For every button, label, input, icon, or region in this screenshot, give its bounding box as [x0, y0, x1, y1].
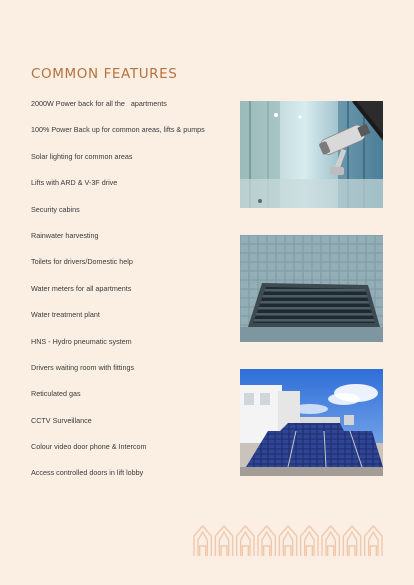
cctv-camera-photo: [240, 101, 383, 208]
arch-motif: [343, 526, 360, 556]
arch-motif: [322, 526, 339, 556]
decorative-ornament: [192, 522, 384, 556]
arch-motif: [215, 526, 232, 556]
solar-panels-image: [240, 369, 383, 476]
arch-motif: [279, 526, 296, 556]
feature-item: CCTV Surveillance: [31, 415, 92, 425]
feature-item: Solar lighting for common areas: [31, 151, 133, 161]
feature-item: 2000W Power back for all the apartments: [31, 99, 167, 108]
arch-motif: [237, 526, 254, 556]
arch-motif: [194, 526, 211, 556]
arch-motif: [365, 526, 382, 556]
feature-item: 100% Power Back up for common areas, lifts & pumps: [31, 125, 205, 135]
feature-item: Water meters for all apartments: [31, 283, 132, 293]
feature-item: Drivers waiting room with fittings: [31, 362, 135, 372]
page-title: COMMON FEATURES: [31, 66, 178, 82]
arch-motif: [258, 526, 275, 556]
features-list: [31, 98, 205, 494]
feature-item: HNS - Hydro pneumatic system: [31, 336, 132, 346]
drain-grate-image: [240, 235, 383, 342]
arch-motif: [301, 526, 318, 556]
arch-pattern-icon: [192, 522, 384, 556]
feature-item: Lifts with ARD & V-3F drive: [31, 178, 118, 188]
rainwater-drain-grate-photo: [240, 235, 383, 342]
feature-item: Rainwater harvesting: [31, 230, 99, 240]
feature-item: Water treatment plant: [31, 310, 100, 320]
feature-item: Toilets for drivers/Domestic help: [31, 257, 133, 267]
feature-item: Access controlled doors in lift lobby: [31, 468, 144, 478]
cctv-camera-image: [240, 101, 383, 208]
rooftop-solar-panels-photo: [240, 369, 383, 476]
feature-item: Colour video door phone & Intercom: [31, 442, 147, 452]
feature-item: Security cabins: [31, 204, 80, 214]
feature-item: Reticulated gas: [31, 389, 81, 399]
